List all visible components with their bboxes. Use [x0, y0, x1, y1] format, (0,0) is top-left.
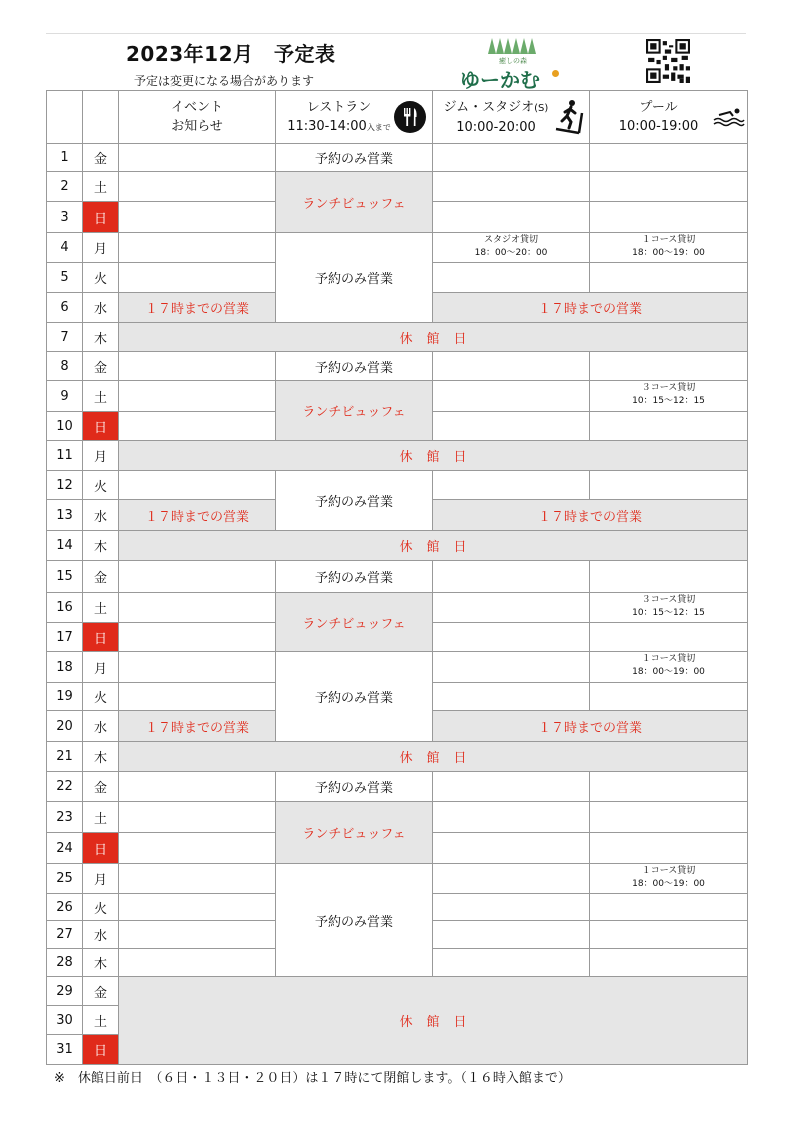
- pool-cell: [590, 172, 748, 202]
- weekday-cell: 金: [83, 561, 119, 593]
- pool-cell: [590, 683, 748, 711]
- date-cell: 10: [47, 412, 83, 441]
- event-cell: [119, 833, 276, 864]
- weekday-cell: 金: [83, 772, 119, 802]
- schedule-table: [46, 90, 748, 1065]
- gym-cell: [433, 921, 590, 949]
- weekday-cell: 水: [83, 711, 119, 742]
- weekday-cell: 木: [83, 531, 119, 561]
- restaurant-cell: ランチビュッフェ: [276, 593, 433, 652]
- table-row: [47, 742, 748, 772]
- weekday-cell: 水: [83, 921, 119, 949]
- date-cell: 23: [47, 802, 83, 833]
- weekday-cell: 月: [83, 652, 119, 683]
- weekday-cell: 土: [83, 1006, 119, 1035]
- header-gym-hours: 10:00-20:00: [456, 119, 536, 135]
- weekday-cell: 木: [83, 949, 119, 977]
- header: [46, 33, 746, 91]
- restaurant-cell: 予約のみ営業: [276, 864, 433, 977]
- date-cell: 18: [47, 652, 83, 683]
- gym-cell: [433, 864, 590, 894]
- date-cell: 16: [47, 593, 83, 623]
- header-event-label: イベント: [170, 100, 223, 115]
- date-cell: 15: [47, 561, 83, 593]
- table-header-row: [47, 91, 748, 144]
- date-cell: 5: [47, 263, 83, 293]
- note-time: 18：00〜20：00: [474, 248, 548, 258]
- date-cell: 21: [47, 742, 83, 772]
- note-time: 18：00〜19：00: [632, 248, 705, 258]
- table-row: [47, 441, 748, 471]
- note-time: 10：15〜12：15: [632, 608, 705, 618]
- pool-cell: [590, 593, 748, 623]
- header-gym: [433, 91, 590, 144]
- date-cell: 9: [47, 381, 83, 412]
- pool-cell: [590, 352, 748, 381]
- date-cell: 14: [47, 531, 83, 561]
- forest-logo-icon: [488, 36, 538, 56]
- weekday-cell: 火: [83, 683, 119, 711]
- gym-cell: [433, 652, 590, 683]
- table-row: [47, 323, 748, 352]
- event-cell: １７時までの営業: [119, 500, 276, 531]
- weekday-cell: 月: [83, 864, 119, 894]
- event-cell: [119, 233, 276, 263]
- header-pool-label: プール: [639, 100, 678, 115]
- footnote: ※ 休館日前日 （６日・１３日・２０日）は１７時にて閉館します。（１６時入館まで）: [54, 1071, 571, 1086]
- table-row: [47, 531, 748, 561]
- table-row: [47, 172, 748, 202]
- restaurant-cell: 予約のみ営業: [276, 772, 433, 802]
- pool-cell: [590, 864, 748, 894]
- pool-cell: [590, 412, 748, 441]
- pool-cell: [590, 263, 748, 293]
- weekday-cell: 木: [83, 742, 119, 772]
- closed-cell: 休館日: [119, 531, 748, 561]
- cutlery-icon: [394, 101, 426, 133]
- logo-text: ゆーかむ: [460, 68, 540, 92]
- restaurant-cell: 予約のみ営業: [276, 652, 433, 742]
- table-row: [47, 864, 748, 894]
- weekday-cell: 日: [83, 833, 119, 864]
- pool-cell: [590, 561, 748, 593]
- gym-cell: [433, 172, 590, 202]
- gym-cell: [433, 833, 590, 864]
- pool-cell: [590, 652, 748, 683]
- gym-cell: [433, 683, 590, 711]
- gym-cell: [433, 772, 590, 802]
- gym-cell: [433, 894, 590, 921]
- pool-cell: [590, 471, 748, 500]
- date-cell: 30: [47, 1006, 83, 1035]
- weekday-cell: 土: [83, 172, 119, 202]
- date-cell: 3: [47, 202, 83, 233]
- pool-cell: [590, 894, 748, 921]
- logo: [460, 36, 560, 92]
- header-pool: [590, 91, 748, 144]
- gym-cell: [433, 352, 590, 381]
- event-cell: [119, 652, 276, 683]
- date-cell: 25: [47, 864, 83, 894]
- restaurant-cell: ランチビュッフェ: [276, 381, 433, 441]
- restaurant-cell: 予約のみ営業: [276, 144, 433, 172]
- date-cell: 1: [47, 144, 83, 172]
- note-text: ３コース貸切: [641, 383, 696, 393]
- note-text: １コース貸切: [641, 235, 696, 245]
- pool-cell: [590, 623, 748, 652]
- header-event: [119, 91, 276, 144]
- header-event-sub: お知らせ: [171, 119, 223, 134]
- gym-cell: [433, 233, 590, 263]
- date-cell: 24: [47, 833, 83, 864]
- weekday-cell: 土: [83, 593, 119, 623]
- date-cell: 8: [47, 352, 83, 381]
- header-restaurant-note: 入まで: [366, 122, 391, 132]
- event-cell: [119, 894, 276, 921]
- header-gym-label: ジム・スタジオ: [443, 99, 535, 115]
- pool-cell: [590, 772, 748, 802]
- event-cell: [119, 381, 276, 412]
- date-cell: 28: [47, 949, 83, 977]
- weekday-cell: 火: [83, 471, 119, 500]
- weekday-cell: 月: [83, 233, 119, 263]
- event-cell: [119, 202, 276, 233]
- table-row: [47, 352, 748, 381]
- closed-cell: 休館日: [119, 977, 748, 1065]
- header-gym-note: (S): [534, 102, 549, 114]
- date-cell: 4: [47, 233, 83, 263]
- header-pool-hours: 10:00-19:00: [618, 119, 699, 134]
- date-cell: 6: [47, 293, 83, 323]
- header-date: [47, 91, 83, 144]
- swimming-icon: [713, 107, 745, 127]
- table-row: [47, 144, 748, 172]
- note-text: スタジオ貸切: [483, 235, 538, 245]
- table-row: [47, 652, 748, 683]
- weekday-cell: 日: [83, 412, 119, 441]
- gym-pool-cell: １７時までの営業: [433, 293, 748, 323]
- logo-subtext: 癒しの森: [499, 57, 527, 65]
- event-cell: [119, 772, 276, 802]
- header-restaurant: [276, 91, 433, 144]
- weekday-cell: 水: [83, 293, 119, 323]
- treadmill-icon: [553, 99, 585, 135]
- weekday-cell: 水: [83, 500, 119, 531]
- closed-cell: 休館日: [119, 323, 748, 352]
- date-cell: 17: [47, 623, 83, 652]
- note-time: 18：00〜19：00: [632, 879, 705, 889]
- event-cell: [119, 412, 276, 441]
- header-weekday: [83, 91, 119, 144]
- header-restaurant-label: レストラン: [306, 99, 372, 115]
- event-cell: [119, 623, 276, 652]
- table-row: [47, 977, 748, 1006]
- restaurant-cell: 予約のみ営業: [276, 352, 433, 381]
- gym-cell: [433, 381, 590, 412]
- gym-cell: [433, 949, 590, 977]
- event-cell: １７時までの営業: [119, 711, 276, 742]
- weekday-cell: 木: [83, 323, 119, 352]
- weekday-cell: 土: [83, 802, 119, 833]
- note-time: 10：15〜12：15: [632, 396, 705, 406]
- date-cell: 29: [47, 977, 83, 1006]
- event-cell: [119, 921, 276, 949]
- note-text: １コース貸切: [641, 866, 696, 876]
- date-cell: 2: [47, 172, 83, 202]
- event-cell: [119, 263, 276, 293]
- gym-cell: [433, 263, 590, 293]
- pool-cell: [590, 921, 748, 949]
- gym-pool-cell: １７時までの営業: [433, 711, 748, 742]
- gym-cell: [433, 561, 590, 593]
- event-cell: [119, 172, 276, 202]
- sun-logo-icon: [552, 70, 559, 77]
- weekday-cell: 日: [83, 202, 119, 233]
- event-cell: [119, 802, 276, 833]
- event-cell: [119, 471, 276, 500]
- table-row: [47, 772, 748, 802]
- pool-cell: [590, 144, 748, 172]
- gym-cell: [433, 593, 590, 623]
- event-cell: [119, 949, 276, 977]
- weekday-cell: 火: [83, 263, 119, 293]
- gym-pool-cell: １７時までの営業: [433, 500, 748, 531]
- pool-cell: [590, 802, 748, 833]
- table-row: [47, 593, 748, 623]
- note-text: ３コース貸切: [641, 595, 696, 605]
- date-cell: 11: [47, 441, 83, 471]
- header-restaurant-hours: 11:30-14:00: [287, 118, 367, 134]
- date-cell: 13: [47, 500, 83, 531]
- gym-cell: [433, 471, 590, 500]
- restaurant-cell: 予約のみ営業: [276, 561, 433, 593]
- date-cell: 26: [47, 894, 83, 921]
- pool-cell: [590, 833, 748, 864]
- restaurant-cell: ランチビュッフェ: [276, 172, 433, 233]
- weekday-cell: 火: [83, 894, 119, 921]
- qr-code-icon[interactable]: [646, 39, 690, 83]
- weekday-cell: 金: [83, 352, 119, 381]
- date-cell: 12: [47, 471, 83, 500]
- gym-cell: [433, 202, 590, 233]
- gym-cell: [433, 623, 590, 652]
- weekday-cell: 日: [83, 1035, 119, 1065]
- event-cell: [119, 352, 276, 381]
- event-cell: [119, 864, 276, 894]
- weekday-cell: 土: [83, 381, 119, 412]
- note-time: 18：00〜19：00: [632, 667, 705, 677]
- gym-cell: [433, 802, 590, 833]
- event-cell: [119, 144, 276, 172]
- table-row: [47, 802, 748, 833]
- date-cell: 7: [47, 323, 83, 352]
- weekday-cell: 日: [83, 623, 119, 652]
- restaurant-cell: 予約のみ営業: [276, 233, 433, 323]
- table-row: [47, 561, 748, 593]
- weekday-cell: 金: [83, 144, 119, 172]
- event-cell: [119, 561, 276, 593]
- page-title: 2023年12月 予定表: [126, 42, 336, 66]
- gym-cell: [433, 144, 590, 172]
- note-text: １コース貸切: [641, 654, 696, 664]
- table-row: [47, 381, 748, 412]
- pool-cell: [590, 949, 748, 977]
- restaurant-cell: 予約のみ営業: [276, 471, 433, 531]
- event-cell: [119, 593, 276, 623]
- weekday-cell: 金: [83, 977, 119, 1006]
- date-cell: 22: [47, 772, 83, 802]
- closed-cell: 休館日: [119, 441, 748, 471]
- page-subtitle: 予定は変更になる場合があります: [134, 74, 315, 88]
- pool-cell: [590, 202, 748, 233]
- closed-cell: 休館日: [119, 742, 748, 772]
- date-cell: 31: [47, 1035, 83, 1065]
- pool-cell: [590, 381, 748, 412]
- date-cell: 19: [47, 683, 83, 711]
- date-cell: 20: [47, 711, 83, 742]
- pool-cell: [590, 233, 748, 263]
- gym-cell: [433, 412, 590, 441]
- weekday-cell: 月: [83, 441, 119, 471]
- date-cell: 27: [47, 921, 83, 949]
- restaurant-cell: ランチビュッフェ: [276, 802, 433, 864]
- table-row: [47, 471, 748, 500]
- table-row: [47, 233, 748, 263]
- event-cell: １７時までの営業: [119, 293, 276, 323]
- event-cell: [119, 683, 276, 711]
